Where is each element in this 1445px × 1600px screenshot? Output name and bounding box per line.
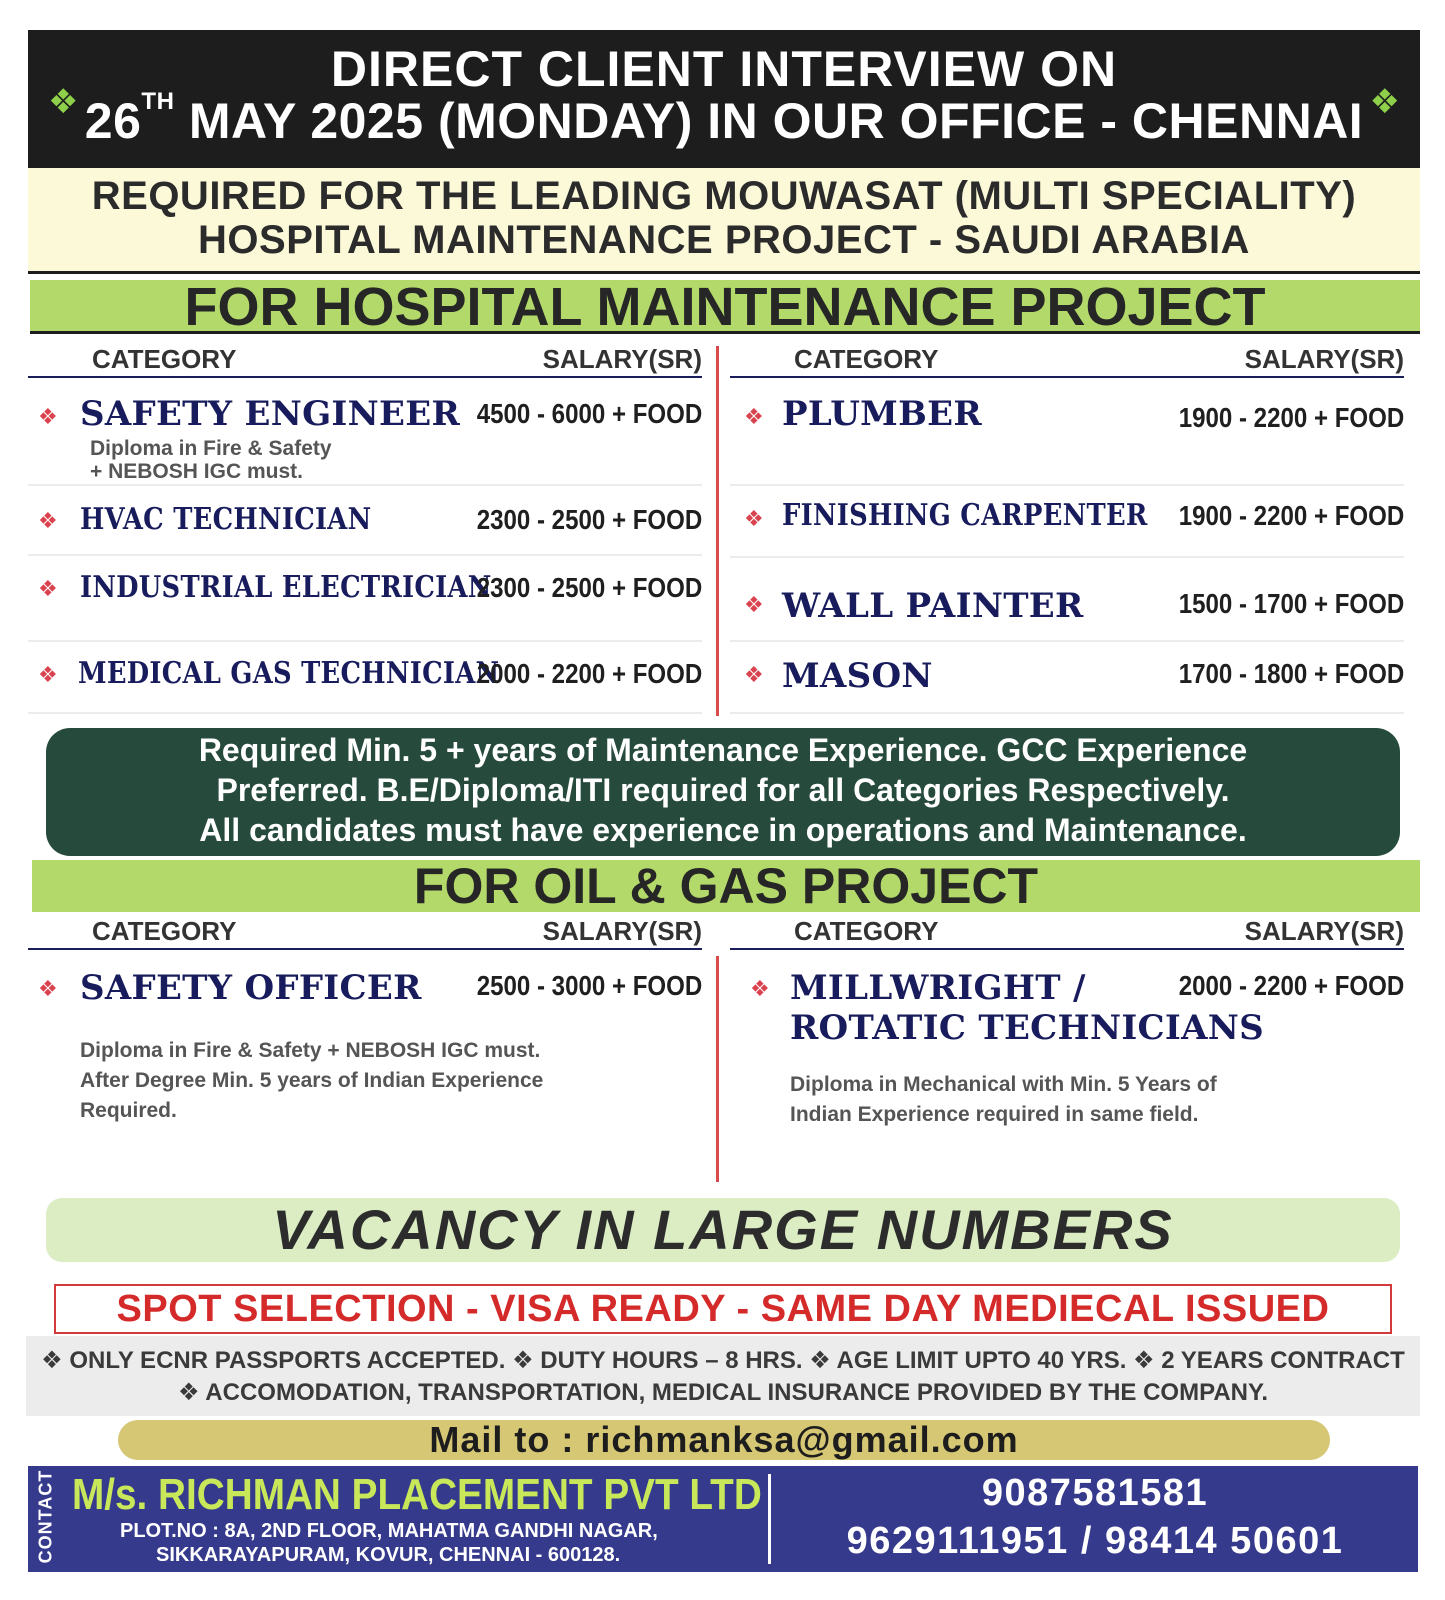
spot-selection-banner: SPOT SELECTION - VISA READY - SAME DAY MEDIECAL ISSUED xyxy=(54,1284,1392,1334)
job-note: Indian Experience required in same field. xyxy=(790,1103,1199,1126)
job-title: SAFETY ENGINEER xyxy=(80,394,460,434)
header-banner xyxy=(28,30,1420,168)
job-note: Diploma in Mechanical with Min. 5 Years of xyxy=(790,1073,1217,1096)
column-divider xyxy=(716,346,719,716)
bullet-icon: ❖ xyxy=(38,508,58,533)
ornament-icon: ❖ xyxy=(1369,83,1400,121)
job-salary: 1900 - 2200 + FOOD xyxy=(1178,500,1404,531)
category-header: CATEGORY xyxy=(92,916,237,946)
contact-label-box xyxy=(32,1466,58,1572)
contact-label: CONTACT xyxy=(35,1469,56,1564)
date-suffix: TH xyxy=(141,88,175,115)
requirement-line2: HOSPITAL MAINTENANCE PROJECT - SAUDI ARABIA xyxy=(198,218,1250,262)
company-name: M/s. RICHMAN PLACEMENT PVT LTD xyxy=(72,1470,762,1519)
oilgas-section-title: FOR OIL & GAS PROJECT xyxy=(32,860,1420,912)
bullet-icon: ❖ xyxy=(38,576,58,601)
header-line1: DIRECT CLIENT INTERVIEW ON xyxy=(330,41,1118,97)
requirement-text: Required Min. 5 + years of Maintenance Experience. GCC Experience xyxy=(198,732,1248,768)
job-salary: 2300 - 2500 + FOOD xyxy=(476,504,702,535)
category-header: CATEGORY xyxy=(794,916,939,946)
terms-line: ❖ ACCOMODATION, TRANSPORTATION, MEDICAL INSURANCE PROVIDED BY THE COMPANY. xyxy=(178,1379,1268,1406)
job-title: MASON xyxy=(782,656,933,696)
job-salary: 2300 - 2500 + FOOD xyxy=(476,572,702,603)
job-row-hvac-technician xyxy=(28,486,702,556)
requirement-banner xyxy=(28,168,1420,274)
job-title: HVAC TECHNICIAN xyxy=(80,502,372,537)
date-number: 26 xyxy=(84,93,142,149)
contact-divider xyxy=(768,1474,771,1564)
job-row-medical-gas-technician xyxy=(28,642,702,714)
job-title: PLUMBER xyxy=(782,394,982,434)
oilgas-left-column-header xyxy=(28,914,702,950)
job-note: Diploma in Fire & Safety xyxy=(90,437,332,460)
bullet-icon: ❖ xyxy=(750,976,770,1001)
job-title: FINISHING CARPENTER xyxy=(782,498,1148,533)
category-header: CATEGORY xyxy=(794,344,939,374)
hospital-section-title: FOR HOSPITAL MAINTENANCE PROJECT xyxy=(30,280,1420,334)
requirements-box xyxy=(46,728,1400,856)
requirement-text: Preferred. B.E/Diploma/ITI required for all Categories Respectively. xyxy=(216,772,1230,808)
job-title: WALL PAINTER xyxy=(782,586,1084,626)
job-row-safety-engineer xyxy=(28,380,702,486)
salary-header: SALARY(SR) xyxy=(1244,916,1404,946)
salary-header: SALARY(SR) xyxy=(1244,344,1404,374)
bullet-icon: ❖ xyxy=(744,506,764,531)
header-line2 xyxy=(28,88,1420,150)
job-salary: 1500 - 1700 + FOOD xyxy=(1178,588,1404,619)
job-salary: 1900 - 2200 + FOOD xyxy=(1178,402,1404,433)
job-block-millwright xyxy=(730,956,1404,1156)
job-row-finishing-carpenter xyxy=(730,486,1404,558)
phone-number[interactable]: 9087581581 xyxy=(981,1472,1209,1514)
bullet-icon: ❖ xyxy=(38,976,58,1001)
salary-header: SALARY(SR) xyxy=(542,916,702,946)
job-salary: 1700 - 1800 + FOOD xyxy=(1178,658,1404,689)
job-note: Diploma in Fire & Safety + NEBOSH IGC must. xyxy=(80,1039,541,1062)
mail-to-banner[interactable]: Mail to : richmanksa@gmail.com xyxy=(118,1420,1330,1460)
job-salary: 2000 - 2200 + FOOD xyxy=(476,658,702,689)
hospital-right-column-header xyxy=(730,342,1404,378)
job-title: SAFETY OFFICER xyxy=(80,968,422,1008)
bullet-icon: ❖ xyxy=(744,662,764,687)
hospital-left-column-header xyxy=(28,342,702,378)
job-title: INDUSTRIAL ELECTRICIAN xyxy=(80,570,492,605)
address-line: PLOT.NO : 8A, 2ND FLOOR, MAHATMA GANDHI NAGAR, xyxy=(120,1520,658,1542)
job-note: + NEBOSH IGC must. xyxy=(90,460,303,483)
vacancy-banner: VACANCY IN LARGE NUMBERS xyxy=(46,1198,1400,1262)
phone-number[interactable]: 9629111951 / 98414 50601 xyxy=(846,1520,1344,1562)
job-block-safety-officer xyxy=(28,956,702,1156)
job-row-wall-painter xyxy=(730,558,1404,642)
job-note: Required. xyxy=(80,1099,177,1122)
job-row-mason xyxy=(730,642,1404,714)
salary-header: SALARY(SR) xyxy=(542,344,702,374)
requirement-line1: REQUIRED FOR THE LEADING MOUWASAT (MULTI SPECIALITY) xyxy=(91,174,1357,218)
job-salary: 4500 - 6000 + FOOD xyxy=(476,398,702,429)
bullet-icon: ❖ xyxy=(38,404,58,429)
bullet-icon: ❖ xyxy=(38,662,58,687)
job-note: After Degree Min. 5 years of Indian Experience xyxy=(80,1069,544,1092)
job-title: MEDICAL GAS TECHNICIAN xyxy=(78,656,500,691)
job-title: MILLWRIGHT / xyxy=(790,968,1086,1008)
column-divider xyxy=(716,956,719,1182)
bullet-icon: ❖ xyxy=(744,592,764,617)
header-line2-rest: MAY 2025 (MONDAY) IN OUR OFFICE - CHENNAI xyxy=(174,93,1364,149)
contact-footer xyxy=(28,1466,1418,1572)
address-line: SIKKARAYAPURAM, KOVUR, CHENNAI - 600128. xyxy=(156,1544,621,1566)
terms-box xyxy=(26,1336,1420,1416)
oilgas-right-column-header xyxy=(730,914,1404,950)
terms-line: ❖ ONLY ECNR PASSPORTS ACCEPTED. ❖ DUTY HOURS – 8 HRS. ❖ AGE LIMIT UPTO 40 YRS. ❖ 2 YEARS CONTRACT xyxy=(41,1347,1405,1374)
job-salary: 2000 - 2200 + FOOD xyxy=(1178,970,1404,1001)
category-header: CATEGORY xyxy=(92,344,237,374)
job-salary: 2500 - 3000 + FOOD xyxy=(476,970,702,1001)
bullet-icon: ❖ xyxy=(744,404,764,429)
job-row-plumber xyxy=(730,380,1404,486)
ornament-icon: ❖ xyxy=(48,83,79,121)
job-title: ROTATIC TECHNICIANS xyxy=(790,1008,1264,1048)
requirement-text: All candidates must have experience in operations and Maintenance. xyxy=(199,812,1247,848)
job-row-industrial-electrician xyxy=(28,556,702,642)
